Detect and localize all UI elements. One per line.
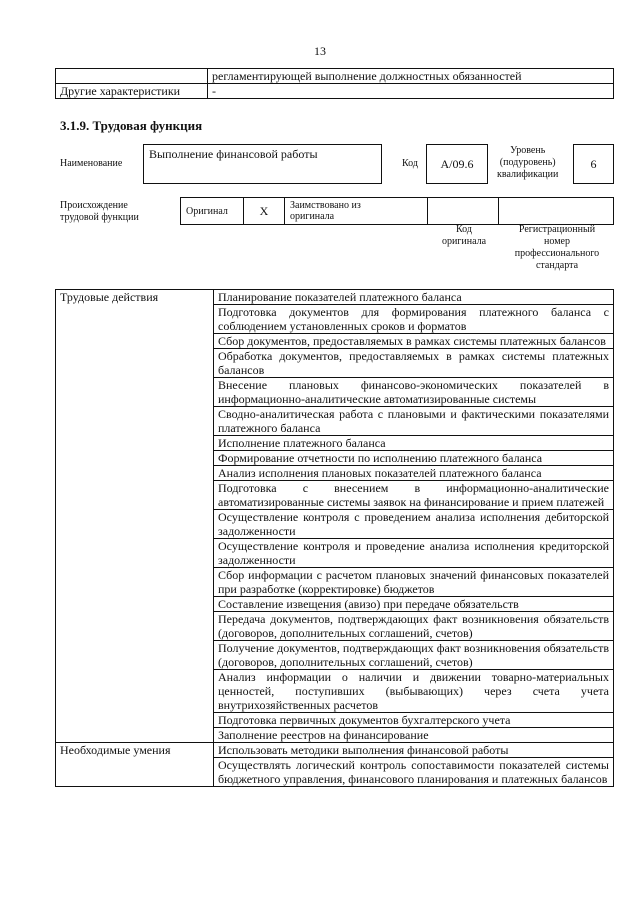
origin-label-line: Происхождение [60,200,128,211]
table-row [56,290,614,305]
required-skills-label: Необходимые умения [56,743,214,787]
original-mark: X [243,197,285,225]
borrowed-label-line: Заимствовано из [290,200,361,211]
labor-actions-item: Внесение плановых финансово-экономических показателей в информационно-аналитические автоматизированные системы [214,378,614,407]
level-label-line: (подуровень) [499,157,556,168]
labor-actions-item: Исполнение платежного баланса [214,436,614,451]
caption-line: Код [456,224,472,235]
row-label: Другие характеристики [56,84,208,99]
code-label: Код [402,158,418,169]
section-title: 3.1.9. Трудовая функция [60,118,203,133]
qualification-level-value: 6 [573,144,614,184]
level-label-line: Уровень [510,145,546,156]
labor-actions-item: Сводно-аналитическая работа с плановыми и фактическими показателями платежного баланса [214,407,614,436]
row-label [56,69,208,84]
row-value: регламентирующей выполнение должностных обязанностей [208,69,614,84]
name-label: Наименование [60,158,123,169]
labor-actions-item: Сбор документов, предоставляемых в рамках системы платежных балансов [214,334,614,349]
labor-actions-item: Осуществление контроля и проведение анализа исполнения кредиторской задолженности [214,539,614,568]
labor-actions-item: Анализ информации о наличии и движении товарно-материальных ценностей, поступивших (выбывающих) через счета учета внутрихозяйственных расчетов [214,670,614,713]
labor-actions-item: Формирование отчетности по исполнению платежного баланса [214,451,614,466]
labor-actions-item: Подготовка документов для формирования платежного баланса с соблюдением установленных сроков и форматов [214,305,614,334]
labor-actions-item: Составление извещения (авизо) при передаче обязательств [214,597,614,612]
origin-label-line: трудовой функции [60,212,139,223]
caption-line: профессионального [514,248,600,259]
page-number: 13 [314,44,326,58]
caption-line: Регистрационный [518,224,596,235]
original-code-caption [428,224,500,248]
original-label: Оригинал [180,197,244,225]
top-continuation-table [55,68,614,99]
registration-number-caption [500,224,614,272]
labor-actions-item: Передача документов, подтверждающих факт возникновения обязательств (договоров, дополнительных соглашений, счетов) [214,612,614,641]
labor-function-table [55,289,614,787]
borrowed-label [284,197,428,225]
caption-line: номер [544,236,570,247]
labor-actions-item: Заполнение реестров на финансирование [214,728,614,743]
labor-actions-item: Сбор информации с расчетом плановых значений финансовых показателей при разработке (корректировке) бюджетов [214,568,614,597]
origin-label [60,200,139,224]
labor-actions-item: Осуществление контроля с проведением анализа исполнения дебиторской задолженности [214,510,614,539]
table-row [56,84,614,99]
name-value: Выполнение финансовой работы [143,144,382,184]
caption-line: стандарта [535,260,579,271]
labor-actions-item: Обработка документов, предоставляемых в рамках системы платежных балансов [214,349,614,378]
level-label-line: квалификации [497,169,559,180]
labor-actions-item: Планирование показателей платежного баланса [214,290,614,305]
code-value: А/09.6 [426,144,488,184]
original-code-cell [427,197,499,225]
labor-actions-item: Анализ исполнения плановых показателей платежного баланса [214,466,614,481]
labor-actions-item: Подготовка с внесением в информационно-аналитические автоматизированные системы заявок на финансирование и прием платежей [214,481,614,510]
labor-actions-item: Подготовка первичных документов бухгалтерского учета [214,713,614,728]
table-row [56,743,614,758]
required-skills-item: Использовать методики выполнения финансовой работы [214,743,614,758]
labor-actions-item: Получение документов, подтверждающих факт возникновения обязательств (договоров, дополнительных соглашений, счетов) [214,641,614,670]
table-row [56,69,614,84]
borrowed-label-line: оригинала [290,211,335,222]
labor-actions-label: Трудовые действия [56,290,214,743]
caption-line: оригинала [441,236,487,247]
row-value: - [208,84,614,99]
required-skills-item: Осуществлять логический контроль сопоставимости показателей системы бюджетного управления, финансового планирования и платежных балансов [214,758,614,787]
qualification-level-label [497,145,558,181]
registration-number-cell [498,197,614,225]
